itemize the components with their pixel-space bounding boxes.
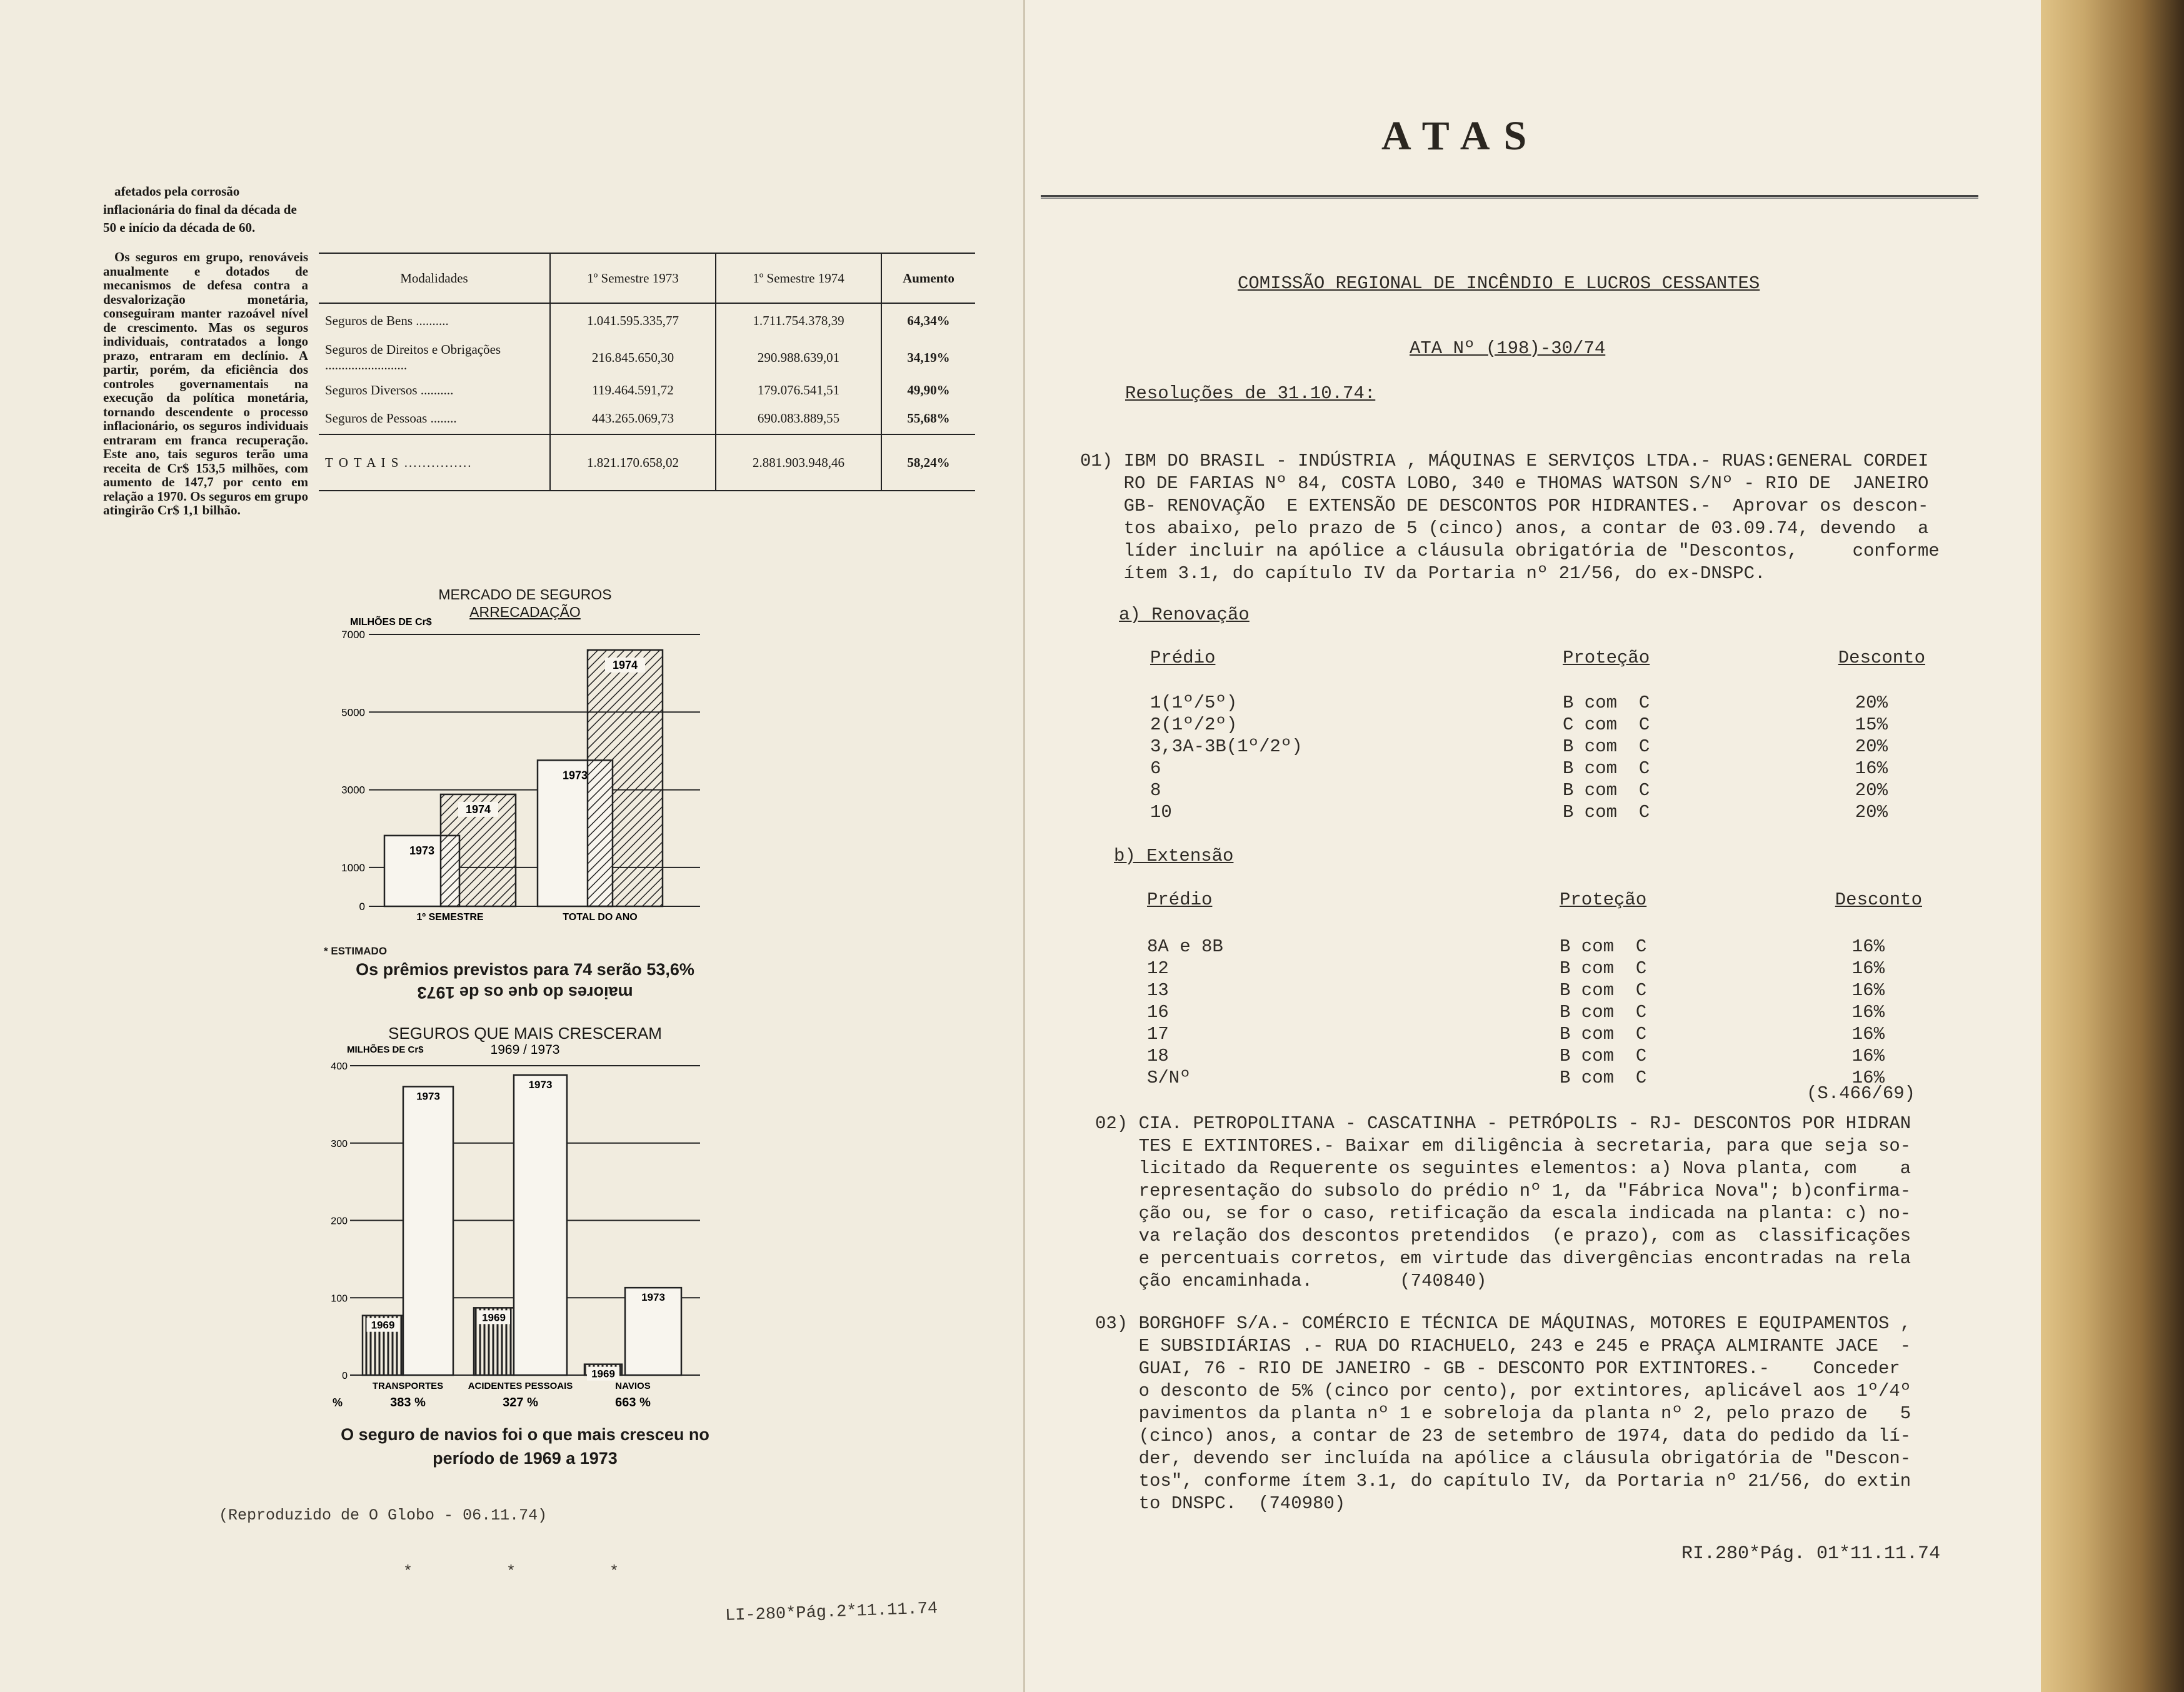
- text-line: licitado da Requerente os seguintes elementos: a) Nova planta, com a: [1095, 1158, 1911, 1179]
- bar-label: 1969: [482, 1311, 506, 1324]
- table-cell: 15%: [1855, 714, 1888, 735]
- table-header: Prédio: [1147, 889, 1213, 910]
- bar-1974: [588, 650, 663, 906]
- table-cell: 443.265.069,73: [550, 403, 716, 434]
- bar-label: 1973: [528, 1078, 553, 1091]
- table-row: [319, 303, 975, 338]
- table-cell: 64,34%: [881, 303, 975, 338]
- item-02: [1095, 1113, 1911, 1293]
- table-header: Proteção: [1560, 889, 1647, 910]
- chart-subtitle: 1969 / 1973: [490, 1043, 560, 1057]
- table-cell: B com C: [1563, 736, 1650, 757]
- table-cell: 8A e 8B: [1147, 936, 1223, 957]
- page-footer: RI.280*Pág. 01*11.11.74: [1681, 1543, 1941, 1564]
- renovacao-label: a) Renovação: [1119, 604, 1250, 625]
- table-cell: C com C: [1563, 714, 1650, 735]
- chart-caption: Os prêmios previstos para 74 serão 53,6%: [356, 960, 694, 979]
- body-paragraph: [103, 250, 308, 518]
- table-row: [319, 338, 975, 377]
- y-tick-label: 100: [331, 1293, 348, 1304]
- table-row: [319, 403, 975, 434]
- table-cell: 16%: [1851, 1002, 1885, 1023]
- bar-label: 1973: [416, 1090, 440, 1103]
- table-cell: Seguros Diversos ..........: [325, 382, 454, 398]
- table-row: [319, 377, 975, 403]
- table-cell: 20%: [1855, 780, 1888, 801]
- text-line: ítem 3.1, do capítulo IV da Portaria nº 21/56, do ex-DNSPC.: [1080, 563, 1766, 584]
- growth-percent: 383 %: [390, 1396, 426, 1409]
- table-cell: B com C: [1563, 780, 1650, 801]
- table-header: 1º Semestre 1973: [550, 253, 716, 303]
- table-cell: Seguros de Bens ..........: [325, 313, 449, 328]
- table-cell: 34,19%: [881, 338, 975, 377]
- table-cell: 16%: [1851, 1068, 1885, 1088]
- section-stars: * * *: [403, 1563, 619, 1581]
- table-cell: B com C: [1560, 1046, 1647, 1066]
- table-cell: 49,90%: [881, 377, 975, 403]
- table-cell: B com C: [1560, 936, 1647, 957]
- y-tick-label: 400: [331, 1061, 348, 1072]
- text-line: ção ou, se for o caso, retificação da escala indicada na planta: c) no-: [1095, 1203, 1911, 1224]
- table-header: Proteção: [1563, 648, 1650, 668]
- table-cell: 55,68%: [881, 403, 975, 434]
- y-tick-label: 200: [331, 1216, 348, 1227]
- x-category-label: TRANSPORTES: [372, 1381, 444, 1391]
- table-cell: 20%: [1855, 736, 1888, 757]
- chart-caption: O seguro de navios foi o que mais cresceu no: [341, 1425, 709, 1444]
- extensao-ref: (S.466/69): [1806, 1083, 1916, 1104]
- x-category-label: ACIDENTES PESSOAIS: [468, 1381, 573, 1391]
- resolucoes-date: Resoluções de 31.10.74:: [1125, 383, 1376, 404]
- table-cell: B com C: [1560, 1002, 1647, 1023]
- table-cell: B com C: [1560, 1024, 1647, 1044]
- y-axis-unit: MILHÕES DE Cr$: [350, 617, 432, 628]
- text-line: TES E EXTINTORES.- Baixar em diligência à secretaria, para que seja so-: [1095, 1136, 1911, 1156]
- text-line: pavimentos da planta nº 1 e sobreloja da planta nº 2, pelo prazo de 5: [1095, 1403, 1911, 1424]
- bar-label: 1969: [591, 1368, 615, 1380]
- table-cell: 16: [1147, 1002, 1169, 1023]
- table-cell: 20%: [1855, 802, 1888, 823]
- table-cell: B com C: [1563, 758, 1650, 779]
- table-header: 1º Semestre 1974: [716, 253, 881, 303]
- text-line: representação do subsolo do prédio nº 1, da "Fábrica Nova"; b)confirma-: [1095, 1181, 1911, 1201]
- text-line: 02) CIA. PETROPOLITANA - CASCATINHA - PETRÓPOLIS - RJ- DESCONTOS POR HIDRAN: [1095, 1113, 1911, 1134]
- table-cell: T O T A I S ...............: [319, 434, 550, 491]
- item-03: [1095, 1313, 1911, 1515]
- table-cell: 18: [1147, 1046, 1169, 1066]
- intro-text: afetados pela corrosão inflacionária do final da década de 50 e início da década de 60.: [103, 184, 297, 235]
- commission-title: COMISSÃO REGIONAL DE INCÊNDIO E LUCROS CESSANTES: [1238, 273, 1760, 294]
- insurance-table: [319, 253, 975, 491]
- table-cell: 16%: [1851, 980, 1885, 1001]
- text-line: E SUBSIDIÁRIAS .- RUA DO RIACHUELO, 243 e 245 e PRAÇA ALMIRANTE JACE -: [1095, 1336, 1911, 1356]
- text-line: (cinco) anos, a contar de 23 de setembro de 1974, data do pedido da lí-: [1095, 1426, 1911, 1446]
- growth-percent: 327 %: [503, 1396, 538, 1409]
- table-cell: B com C: [1560, 980, 1647, 1001]
- y-tick-label: 1000: [341, 861, 365, 874]
- table-cell: 12: [1147, 958, 1169, 979]
- table-cell: B com C: [1563, 693, 1650, 713]
- left-page: [0, 0, 1025, 1692]
- y-tick-label: 0: [359, 901, 365, 913]
- chart-caption-inverted: maiores do que os de 1973: [417, 983, 633, 1002]
- bar-label: 1974: [465, 803, 491, 816]
- table-cell: 2.881.903.948,46: [716, 434, 881, 491]
- table-cell: B com C: [1560, 1068, 1647, 1088]
- body-text: Os seguros em grupo, renováveis anualmente e dotados de mecanismos de defesa contra a desvalorização monetária, conseguiram manter razoável nível de crescimento. Mas os seguros individuais, contratados a longo prazo, entraram em declínio. A partir, porém, da eficiência dos controles governamentais na execução da política monetária, tornando descendente o processo inflacionário, os seguros individuais entraram em franca recuperação. Este ano, tais seguros terão uma receita de Cr$ 153,5 milhões, com aumento de 147,7 por cento em relação a 1970. Os seguros em grupo atingirão Cr$ 1,1 bilhão.: [103, 249, 308, 518]
- text-line: tos abaixo, pelo prazo de 5 (cinco) anos, a contar de 03.09.74, devendo a: [1080, 518, 1929, 539]
- text-line: GUAI, 76 - RIO DE JANEIRO - GB - DESCONTO POR EXTINTORES.- Conceder: [1095, 1358, 1900, 1379]
- table-cell: 13: [1147, 980, 1169, 1001]
- source-credit: (Reproduzido de O Globo - 06.11.74): [219, 1506, 548, 1524]
- table-cell: Seguros de Pessoas ........: [325, 411, 457, 426]
- extensao-label: b) Extensão: [1114, 846, 1234, 866]
- chart-subtitle: ARRECADAÇÃO: [469, 604, 581, 620]
- table-cell: 2(1º/2º): [1150, 714, 1238, 735]
- x-category-label: 1º SEMESTRE: [416, 912, 484, 923]
- table-cell: 8: [1150, 780, 1161, 801]
- y-tick-label: 300: [331, 1138, 348, 1149]
- bar-label: 1973: [562, 769, 588, 782]
- page-heading: ATAS: [1381, 113, 1541, 159]
- heading-rule: [1041, 195, 1978, 199]
- bar-label: 1973: [641, 1291, 665, 1304]
- page-footer: LI-280*Pág.2*11.11.74: [724, 1599, 938, 1626]
- table-header: Modalidades: [319, 253, 550, 303]
- table-header: Desconto: [1835, 889, 1922, 910]
- percent-prefix: %: [333, 1396, 343, 1409]
- chart-seguros-cresceram: [313, 1019, 738, 1494]
- item-01: [1080, 450, 1940, 585]
- y-axis-unit: MILHÕES DE Cr$: [347, 1044, 424, 1055]
- book-page-edges: [2041, 0, 2184, 1692]
- table-cell: 290.988.639,01: [716, 338, 881, 377]
- table-cell: 1.041.595.335,77: [550, 303, 716, 338]
- bar-1973: [403, 1086, 453, 1375]
- ata-number: ATA Nº (198)-30/74: [1410, 338, 1606, 359]
- bar-label: 1969: [371, 1319, 395, 1331]
- text-line: to DNSPC. (740980): [1095, 1493, 1346, 1514]
- table-cell: 119.464.591,72: [550, 377, 716, 403]
- table-cell: 58,24%: [881, 434, 975, 491]
- table-cell: 16%: [1851, 958, 1885, 979]
- text-line: RO DE FARIAS Nº 84, COSTA LOBO, 340 e THOMAS WATSON S/Nº - RIO DE JANEIRO: [1080, 473, 1929, 494]
- table-total-row: [319, 434, 975, 491]
- y-tick-label: 0: [342, 1371, 348, 1381]
- chart-footnote: * ESTIMADO: [324, 945, 388, 957]
- text-line: va relação dos descontos pretendidos (e prazo), com as classificações: [1095, 1226, 1911, 1246]
- chart-plot: [313, 1019, 738, 1494]
- text-line: der, devendo ser incluída na apólice a cláusula obrigatória de "Descon-: [1095, 1448, 1911, 1469]
- text-line: e percentuais corretos, em virtude das divergências encontradas na rela: [1095, 1248, 1911, 1269]
- table-cell: 17: [1147, 1024, 1169, 1044]
- table-cell: 20%: [1855, 693, 1888, 713]
- table-cell: 10: [1150, 802, 1172, 823]
- table-header: Desconto: [1838, 648, 1925, 668]
- table-cell: 690.083.889,55: [716, 403, 881, 434]
- table-header: Prédio: [1150, 648, 1216, 668]
- x-category-label: TOTAL DO ANO: [563, 912, 638, 923]
- y-tick-label: 5000: [341, 706, 365, 719]
- text-line: tos", conforme ítem 3.1, do capítulo IV, da Portaria nº 21/56, do extin: [1095, 1471, 1911, 1491]
- table-cell: 3,3A-3B(1º/2º): [1150, 736, 1303, 757]
- bar-label: 1974: [612, 658, 638, 671]
- table-cell: 16%: [1851, 1024, 1885, 1044]
- table-cell: 179.076.541,51: [716, 377, 881, 403]
- table-cell: 6: [1150, 758, 1161, 779]
- table-header-row: [319, 253, 975, 303]
- table-cell: 16%: [1851, 936, 1885, 957]
- table-cell: 1.821.170.658,02: [550, 434, 716, 491]
- text-line: líder incluir na apólice a cláusula obrigatória de "Descontos, conforme: [1080, 541, 1940, 561]
- y-tick-label: 3000: [341, 784, 365, 796]
- table-cell: 16%: [1851, 1046, 1885, 1066]
- chart-mercado-seguros: [313, 581, 738, 1019]
- text-line: GB- RENOVAÇÃO E EXTENSÃO DE DESCONTOS POR HIDRANTES.- Aprovar os descon-: [1080, 496, 1929, 516]
- table-cell: 1(1º/5º): [1150, 693, 1238, 713]
- table-cell: S/Nº: [1147, 1068, 1191, 1088]
- chart-title: MERCADO DE SEGUROS: [438, 586, 612, 603]
- table-cell: 16%: [1855, 758, 1888, 779]
- bar-1973: [514, 1075, 567, 1375]
- growth-percent: 663 %: [615, 1396, 651, 1409]
- table-cell: Seguros de Direitos e Obrigações .........................: [325, 342, 501, 373]
- table-cell: 216.845.650,30: [550, 338, 716, 377]
- table-cell: 1.711.754.378,39: [716, 303, 881, 338]
- text-line: o desconto de 5% (cinco por cento), por extintores, aplicável aos 1º/4º: [1095, 1381, 1911, 1401]
- x-category-label: NAVIOS: [615, 1381, 651, 1391]
- table-cell: B com C: [1560, 958, 1647, 979]
- chart-title: SEGUROS QUE MAIS CRESCERAM: [388, 1024, 662, 1043]
- table-header: Aumento: [881, 253, 975, 303]
- text-line: 03) BORGHOFF S/A.- COMÉRCIO E TÉCNICA DE MÁQUINAS, MOTORES E EQUIPAMENTOS ,: [1095, 1313, 1911, 1334]
- bar-label: 1973: [409, 844, 435, 857]
- chart-caption: período de 1969 a 1973: [433, 1449, 618, 1468]
- y-tick-label: 7000: [341, 629, 365, 641]
- table-cell: B com C: [1563, 802, 1650, 823]
- text-line: ção encaminhada. (740840): [1095, 1271, 1487, 1291]
- intro-paragraph: [103, 183, 313, 237]
- text-line: 01) IBM DO BRASIL - INDÚSTRIA , MÁQUINAS E SERVIÇOS LTDA.- RUAS:GENERAL CORDEI: [1080, 451, 1929, 471]
